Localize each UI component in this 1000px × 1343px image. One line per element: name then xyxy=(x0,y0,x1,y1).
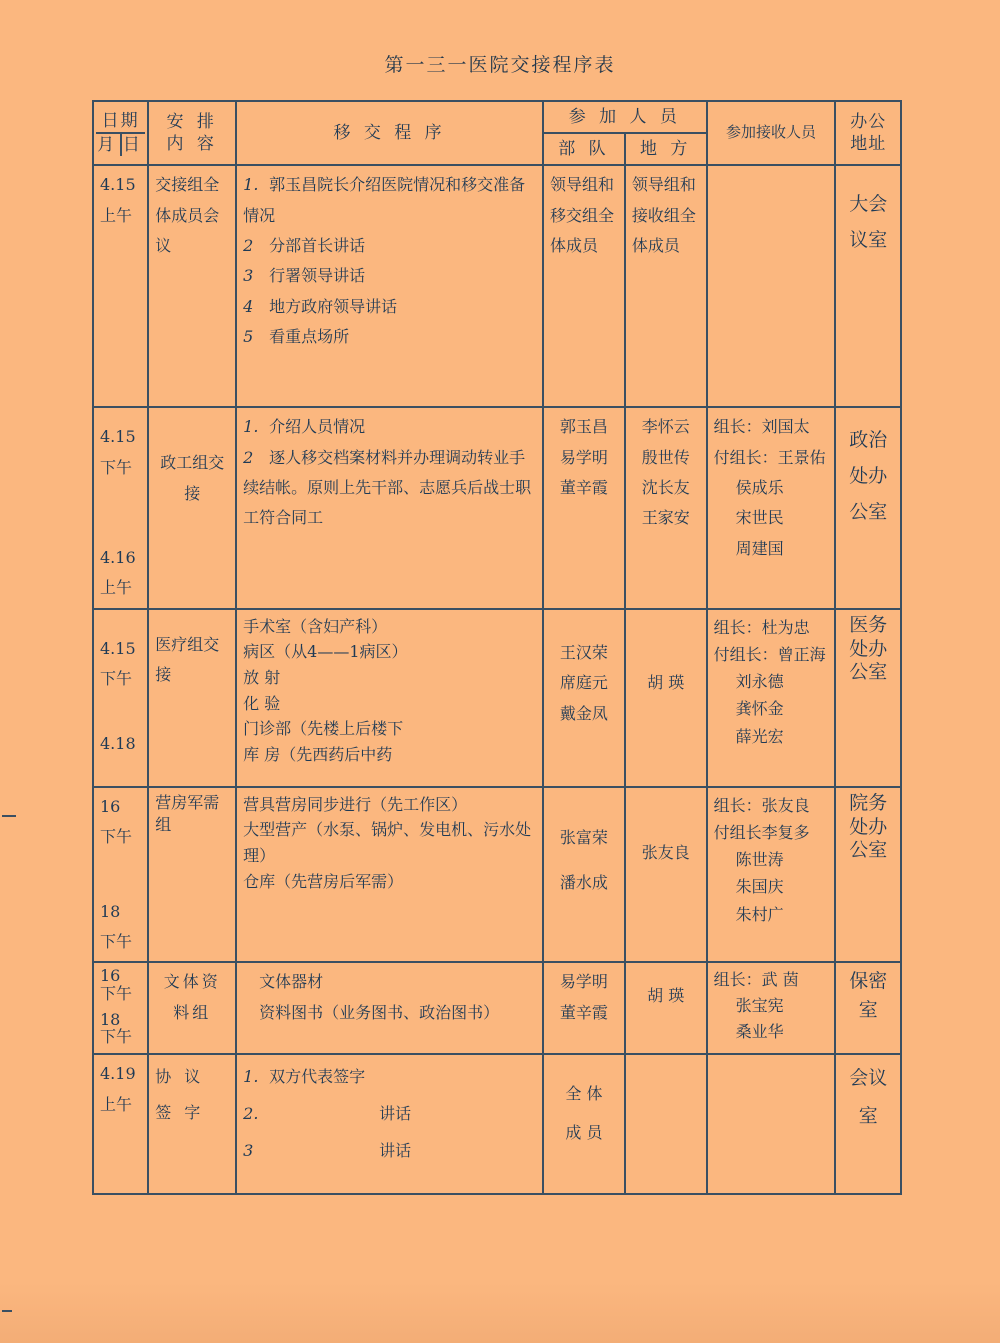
header-month: 月 xyxy=(96,134,122,156)
time-top: 上午 xyxy=(100,205,133,225)
table-row xyxy=(93,609,901,787)
procedure-cell xyxy=(236,165,543,407)
office-cell: 政治处办公室 xyxy=(835,407,901,609)
document-title: 第一三一医院交接程序表 xyxy=(384,54,616,76)
participant-name: 移交组全 xyxy=(550,205,615,225)
procedure-line: 化 验 xyxy=(243,693,281,713)
receiver-name: 朱国庆 xyxy=(735,877,784,897)
office-cell: 医务处办公室 xyxy=(835,609,901,787)
header-procedure: 移 交 程 序 xyxy=(236,101,543,165)
table-row xyxy=(93,407,901,609)
receiver-name: 桑业华 xyxy=(735,1021,784,1041)
item-number: 4 xyxy=(243,296,254,316)
participant-name: 董辛霞 xyxy=(559,477,608,497)
date-cell xyxy=(93,1054,148,1194)
participant-name: 成 员 xyxy=(565,1122,603,1142)
receiver-name: 朱村广 xyxy=(735,904,784,924)
receiver-name: 张宝宪 xyxy=(735,995,784,1015)
local-participants xyxy=(625,165,707,407)
procedure-cell xyxy=(236,787,543,963)
receiver-name: 薛光宏 xyxy=(735,726,784,746)
date-top: 4.15 xyxy=(100,638,136,658)
procedure-cell xyxy=(236,609,543,787)
procedure-item xyxy=(243,322,536,352)
date-bottom: 4.18 xyxy=(100,733,136,753)
receiver-deputy: 付组长：曾正海 xyxy=(713,644,826,664)
date-bottom: 18 xyxy=(100,901,121,921)
participant-name: 董辛霞 xyxy=(559,1002,608,1022)
margin-mark xyxy=(2,1310,12,1312)
receiver-leader: 组长：刘国太 xyxy=(713,417,810,437)
time-top: 上午 xyxy=(100,1094,133,1114)
date-cell xyxy=(93,787,148,963)
header-participants: 参 加 人 员 xyxy=(543,101,707,133)
date-cell xyxy=(93,609,148,787)
receiver-deputy: 付组长：王景佑 xyxy=(713,447,826,467)
date-cell xyxy=(93,962,148,1054)
item-number: 1. xyxy=(243,1067,259,1087)
office-cell: 大会议室 xyxy=(835,165,901,407)
procedure-item xyxy=(243,443,536,534)
participant-name: 胡 瑛 xyxy=(647,672,685,692)
procedure-line: 大型营产（水泵、锅炉、发电机、污水处理） xyxy=(243,820,532,865)
time-bottom: 下午 xyxy=(100,931,133,951)
procedure-line: 病区（从4——1病区） xyxy=(243,642,408,662)
header-date-label: 日期 xyxy=(96,110,145,134)
procedure-item xyxy=(243,231,536,261)
item-text: 行署领导讲话 xyxy=(269,266,366,286)
arrangement-cell: 医疗组交接 xyxy=(148,609,236,787)
date-cell xyxy=(93,407,148,609)
arrangement-cell: 文体资料组 xyxy=(148,962,236,1054)
receiver-leader: 组长：武 茵 xyxy=(713,970,799,990)
army-participants xyxy=(543,407,625,609)
item-text: 郭玉昌院长介绍医院情况和移交准备情况 xyxy=(243,175,526,225)
header-receivers: 参加接收人员 xyxy=(707,101,836,165)
local-participants xyxy=(625,609,707,787)
participant-name: 接收组全 xyxy=(631,205,696,225)
arrangement-cell: 协 议 签 字 xyxy=(148,1054,236,1194)
receivers-cell xyxy=(707,1054,836,1194)
item-number: 2 xyxy=(243,235,254,255)
receiver-name: 周建国 xyxy=(735,538,784,558)
handover-program-table xyxy=(92,100,902,1195)
procedure-line: 营具营房同步进行（先工作区） xyxy=(243,794,468,814)
date-top: 16 xyxy=(100,796,121,816)
item-number: 3 xyxy=(243,1140,254,1160)
participant-name: 张富荣 xyxy=(559,827,608,847)
header-row xyxy=(93,101,901,133)
participant-name: 体成员 xyxy=(550,235,599,255)
item-number: 2. xyxy=(243,1104,259,1124)
item-number: 1. xyxy=(243,417,259,437)
receivers-cell xyxy=(707,787,836,963)
header-arrangement: 安 排 内 容 xyxy=(148,101,236,165)
office-cell: 保密室 xyxy=(835,962,901,1054)
item-text: 介绍人员情况 xyxy=(269,417,366,437)
receiver-name: 侯成乐 xyxy=(735,477,784,497)
procedure-cell xyxy=(236,1054,543,1194)
participant-name: 胡 瑛 xyxy=(647,986,685,1006)
receiver-name: 刘永德 xyxy=(735,672,784,692)
participant-name: 体成员 xyxy=(631,235,680,255)
time-top: 下午 xyxy=(100,983,133,1003)
time-top: 下午 xyxy=(100,827,133,847)
army-participants xyxy=(543,609,625,787)
procedure-line: 放 射 xyxy=(243,667,281,687)
participant-name: 张友良 xyxy=(641,842,690,862)
date-top: 4.15 xyxy=(100,175,136,195)
local-participants xyxy=(625,962,707,1054)
table-row xyxy=(93,1054,901,1194)
arrangement-cell: 政工组交接 xyxy=(148,407,236,609)
date-bottom: 18 xyxy=(100,1009,121,1029)
time-top: 下午 xyxy=(100,457,133,477)
header-day: 日 xyxy=(122,135,144,156)
receiver-name: 宋世民 xyxy=(735,508,784,528)
date-cell xyxy=(93,165,148,407)
date-top: 16 xyxy=(100,966,121,986)
header-date xyxy=(93,101,148,165)
table-row xyxy=(93,962,901,1054)
receiver-name: 陈世涛 xyxy=(735,850,784,870)
army-participants xyxy=(543,787,625,963)
participant-name: 易学明 xyxy=(559,972,608,992)
procedure-item xyxy=(243,1059,536,1096)
procedure-line: 手术室（含妇产科） xyxy=(243,616,388,636)
item-number: 2 xyxy=(243,447,254,467)
participant-name: 王汉荣 xyxy=(559,642,608,662)
item-text: 逐人移交档案材料并办理调动转业手续结帐。原则上先干部、志愿兵后战士职工符合同工 xyxy=(243,447,532,528)
margin-mark xyxy=(2,815,16,817)
receivers-cell xyxy=(707,407,836,609)
receiver-deputy: 付组长李复多 xyxy=(713,822,810,842)
procedure-item xyxy=(243,292,536,322)
participant-name: 领导组和 xyxy=(550,175,615,195)
time-top: 下午 xyxy=(100,669,133,689)
arrangement-cell: 交接组全体成员会议 xyxy=(148,165,236,407)
receivers-cell xyxy=(707,609,836,787)
army-participants xyxy=(543,962,625,1054)
participant-name: 戴金凤 xyxy=(559,703,608,723)
procedure-item xyxy=(243,412,536,442)
army-participants xyxy=(543,165,625,407)
time-bottom: 下午 xyxy=(100,1027,133,1047)
receiver-name: 龚怀金 xyxy=(735,699,784,719)
receiver-leader: 组长：杜为忠 xyxy=(713,617,810,637)
army-participants xyxy=(543,1054,625,1194)
procedure-line: 资料图书（业务图书、政治图书） xyxy=(259,1002,500,1022)
participant-name: 王家安 xyxy=(641,508,690,528)
item-number: 1. xyxy=(243,175,259,195)
procedure-line: 库 房（先西药后中药 xyxy=(243,744,393,764)
arrangement-cell: 营房军需组 xyxy=(148,787,236,963)
procedure-line: 门诊部（先楼上后楼下 xyxy=(243,719,404,739)
item-number: 3 xyxy=(243,266,254,286)
date-top: 4.19 xyxy=(100,1064,136,1084)
item-text: 分部首长讲话 xyxy=(269,235,366,255)
item-text: 地方政府领导讲话 xyxy=(269,296,398,316)
header-local: 地 方 xyxy=(625,133,707,165)
local-participants xyxy=(625,787,707,963)
procedure-item xyxy=(243,1096,536,1133)
participant-name: 领导组和 xyxy=(631,175,696,195)
local-participants xyxy=(625,1054,707,1194)
participant-name: 郭玉昌 xyxy=(559,417,608,437)
page-edge xyxy=(0,1283,1000,1343)
participant-name: 殷世传 xyxy=(641,447,690,467)
participant-name: 李怀云 xyxy=(641,417,690,437)
receivers-cell xyxy=(707,962,836,1054)
procedure-cell xyxy=(236,407,543,609)
office-cell: 院务处办公室 xyxy=(835,787,901,963)
item-number: 5 xyxy=(243,327,254,347)
participant-name: 沈长友 xyxy=(641,477,690,497)
procedure-item xyxy=(243,261,536,291)
table-row xyxy=(93,787,901,963)
table-row xyxy=(93,165,901,407)
item-text: 看重点场所 xyxy=(269,327,350,347)
procedure-item xyxy=(243,170,536,231)
local-participants xyxy=(625,407,707,609)
receivers-cell xyxy=(707,165,836,407)
procedure-line: 仓库（先营房后军需） xyxy=(243,871,404,891)
participant-name: 席庭元 xyxy=(559,673,608,693)
header-army: 部 队 xyxy=(543,133,625,165)
date-top: 4.15 xyxy=(100,427,136,447)
header-office: 办公 地址 xyxy=(835,101,901,165)
item-text: 讲话 xyxy=(379,1104,412,1124)
date-bottom: 4.16 xyxy=(100,547,136,567)
participant-name: 全 体 xyxy=(565,1084,603,1104)
procedure-item xyxy=(243,1133,536,1170)
procedure-cell xyxy=(236,962,543,1054)
receiver-leader: 组长：张友良 xyxy=(713,795,810,815)
time-bottom: 上午 xyxy=(100,578,133,598)
office-cell: 会议室 xyxy=(835,1054,901,1194)
participant-name: 易学明 xyxy=(559,447,608,467)
item-text: 双方代表签字 xyxy=(269,1067,366,1087)
item-text: 讲话 xyxy=(379,1140,412,1160)
participant-name: 潘水成 xyxy=(559,872,608,892)
procedure-line: 文体器材 xyxy=(259,972,324,992)
